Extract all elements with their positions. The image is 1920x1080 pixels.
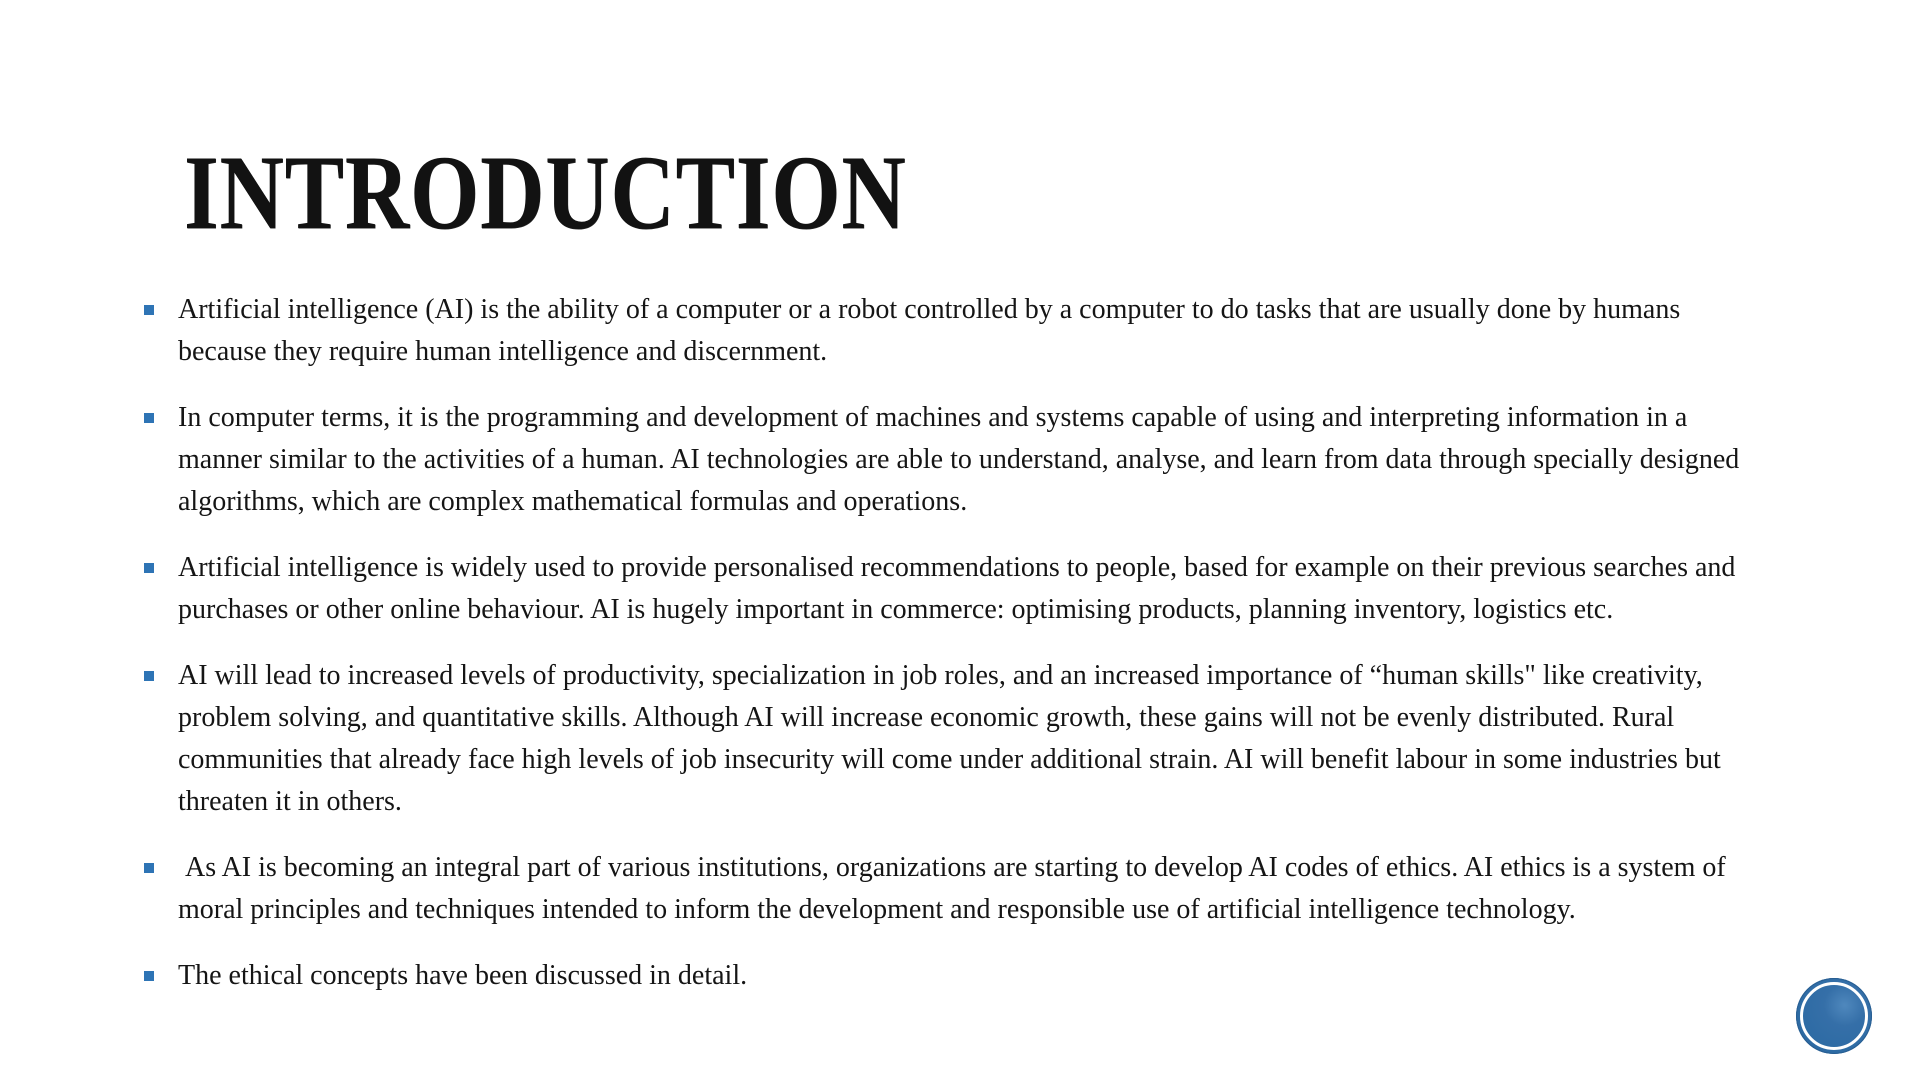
bullet-item: [142, 955, 1770, 997]
bullet-item: [142, 655, 1770, 823]
bullet-square-icon: [144, 305, 154, 315]
bullet-item: [142, 397, 1770, 523]
bullet-item: [142, 847, 1770, 931]
bullet-square-icon: [144, 413, 154, 423]
bullet-list: [142, 289, 1772, 1021]
bullet-square-icon: [144, 971, 154, 981]
bullet-text: As AI is becoming an integral part of various institutions, organizations are starting to develop AI codes of ethics. AI ethics is a system of moral principles and techniques intended to inform the development and responsible use of artificial intelligence technology.: [178, 852, 1726, 925]
bullet-text: In computer terms, it is the programming and development of machines and systems capable of using and interpreting information in a manner similar to the activities of a human. AI technologies are able to understand, analyse, and learn from data through specially designed algorithms, which are complex mathematical formulas and operations.: [178, 402, 1740, 517]
bullet-text: AI will lead to increased levels of productivity, specialization in job roles, and an increased importance of “human skills" like creativity, problem solving, and quantitative skills. Although AI will increase economic growth, these gains will not be evenly distributed. Rural communities that already face high levels of job insecurity will come under additional strain. AI will benefit labour in some industries but threaten it in others.: [178, 660, 1721, 817]
bullet-text: The ethical concepts have been discussed in detail.: [178, 960, 748, 991]
bullet-square-icon: [144, 563, 154, 573]
stamp-circle-icon: [1796, 978, 1872, 1054]
bullet-item: [142, 547, 1770, 631]
bullet-square-icon: [144, 863, 154, 873]
bullet-item: [142, 289, 1770, 373]
bullet-text: Artificial intelligence is widely used to provide personalised recommendations to people, based for example on their previous searches and purchases or other online behaviour. AI is hugely important in commerce: optimising products, planning inventory, logistics etc.: [178, 552, 1736, 625]
bullet-square-icon: [144, 671, 154, 681]
slide-title: INTRODUCTION: [184, 134, 907, 251]
bullet-text: Artificial intelligence (AI) is the ability of a computer or a robot controlled by a computer to do tasks that are usually done by humans because they require human intelligence and discernment.: [178, 294, 1681, 367]
